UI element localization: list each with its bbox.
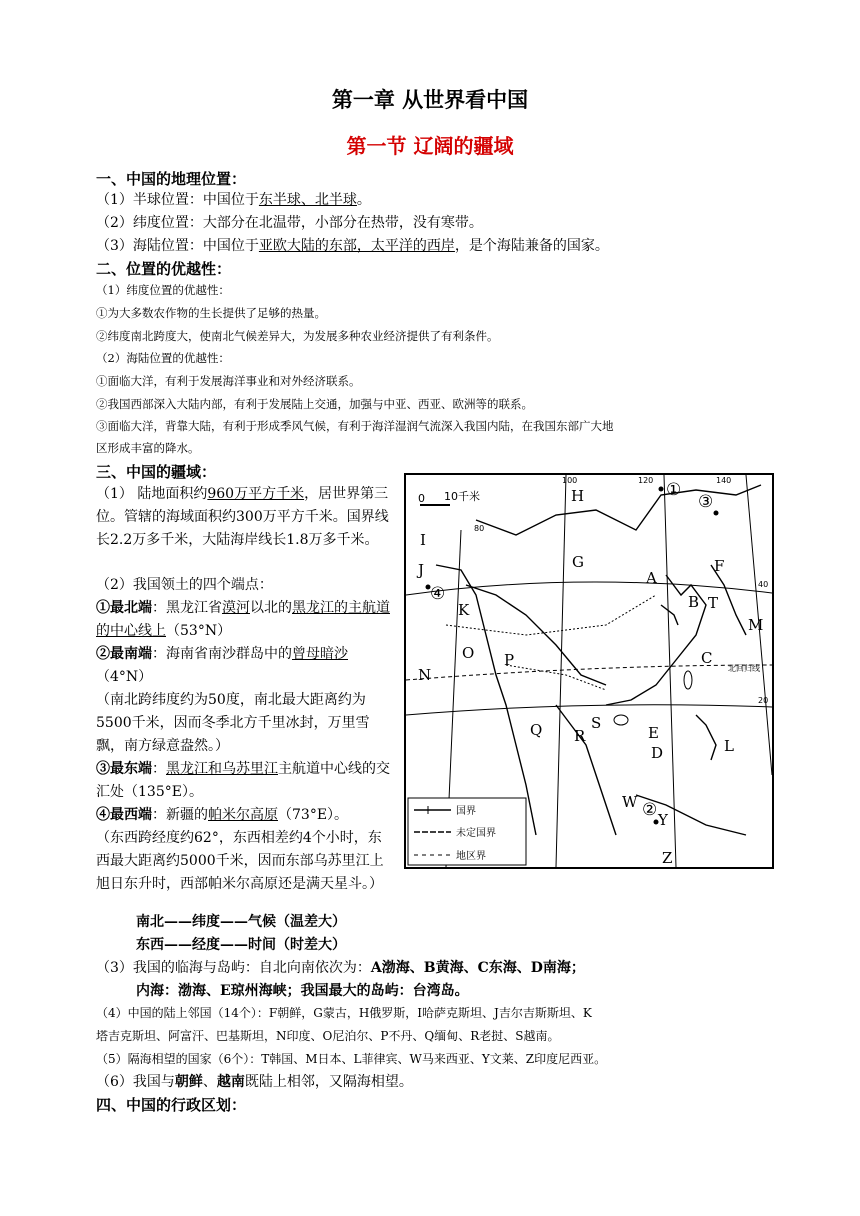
adv-sea-land-3b: 区形成丰富的降水。 — [96, 441, 200, 455]
map-label-s: S — [591, 714, 602, 732]
map-label-p: P — [504, 651, 515, 669]
map-label-o: O — [462, 644, 475, 662]
sea-neighbors-line: （5）隔海相望的国家（6个）：T韩国、M日本、L菲律宾、W马来西亚、Y文莱、Z印度尼西亚。 — [96, 1052, 607, 1066]
seas-line: （3）我国的临海与岛屿：自北向南依次为：A渤海、B黄海、C东海、D南海； — [96, 960, 585, 976]
heading-admin-divisions: 四、中国的行政区划： — [96, 1096, 247, 1114]
map-point-1: ① — [666, 480, 682, 500]
ns-note: （南北跨纬度约为50度，南北最大距离约为5500千米，因而冬季北方千里冰封，万里雪飘，南方绿意盎然。） — [96, 692, 370, 754]
land-neighbors-line-2: 塔吉克斯坦、阿富汗、巴基斯坦，N印度、O尼泊尔、P不丹、Q缅甸、R老挝、S越南。 — [96, 1029, 560, 1043]
adv-latitude-1: ①为大多数农作物的生长提供了足够的热量。 — [96, 306, 326, 320]
map-label-q: Q — [530, 721, 543, 739]
adv-sea-land-2: ②我国西部深入大陆内部，有利于发展陆上交通，加强与中亚、西亚、欧洲等的联系。 — [96, 397, 533, 411]
map-label-n: N — [418, 666, 432, 684]
tropic-label: 北回归线 — [728, 664, 760, 673]
adv-latitude-2: ②纬度南北跨度大，使南北气候差异大，为发展多种农业经济提供了有利条件。 — [96, 329, 499, 343]
map-point-2: ② — [642, 800, 658, 820]
north-extreme: ①最北端：黑龙江省漠河以北的黑龙江的主航道的中心线上（53°N） — [96, 600, 390, 639]
lon-80-label: 80 — [474, 524, 485, 533]
lon-120-label: 120 — [638, 476, 654, 485]
hemisphere-line: （1）半球位置：中国位于东半球、北半球。 — [96, 192, 371, 208]
lat-40-label: 40 — [758, 580, 769, 589]
chapter-title: 第一章 从世界看中国 — [331, 88, 529, 112]
scale-label: 10千米 — [444, 490, 480, 503]
map-point-3: ③ — [698, 492, 714, 512]
map-label-g: G — [572, 553, 584, 571]
area-paragraph: （1） 陆地面积约960万平方千米，居世界第三位。管辖的海域面积约300万平方千米。国界线长2.2万多千米，大陆海岸线长1.8万多千米。 — [96, 486, 389, 548]
ew-note: （东西跨经度约62°，东西相差约4个小时，东西最大距离约5000千米，因而东部乌苏里江上旭日东升时，西部帕米尔高原还是满天星斗。） — [96, 830, 384, 892]
map-label-e: E — [648, 724, 659, 742]
lat-20-label: 20 — [758, 696, 769, 705]
west-extreme: ④最西端：新疆的帕米尔高原（73°E）。 — [96, 807, 349, 823]
map-label-b: B — [688, 593, 700, 611]
map-label-c: C — [701, 649, 713, 667]
map-label-k: K — [458, 601, 470, 619]
map-label-m: M — [748, 616, 764, 634]
map-label-z: Z — [662, 849, 673, 867]
heading-territory: 三、中国的疆域： — [96, 463, 217, 481]
china-map — [404, 473, 774, 869]
map-label-d: D — [651, 744, 664, 762]
map-label-t: T — [708, 594, 719, 612]
map-label-j: J — [418, 561, 425, 579]
lon-140-label: 140 — [716, 476, 732, 485]
map-label-f: F — [714, 557, 725, 575]
four-extremes-title: （2）我国领土的四个端点： — [96, 577, 273, 593]
adv-sea-land-3a: ③面临大洋，背靠大陆，有利于形成季风气候，有利于海洋湿润气流深入我国内陆，在我国东部广大地 — [96, 419, 614, 433]
map-label-r: R — [574, 727, 586, 745]
summary-ew: 东西——经度——时间（时差大） — [136, 937, 346, 953]
map-label-l: L — [724, 737, 734, 755]
legend-region: 地区界 — [456, 851, 486, 862]
map-label-h: H — [571, 487, 585, 505]
map-drawing — [406, 475, 772, 867]
lon-100-label: 100 — [562, 476, 578, 485]
scale-zero: 0 — [418, 492, 425, 505]
adv-sea-land: （2）海陆位置的优越性： — [96, 351, 230, 365]
sea-land-line: （3）海陆位置：中国位于亚欧大陆的东部，太平洋的西岸，是个海陆兼备的国家。 — [96, 238, 609, 254]
inland-seas-line: 内海：渤海、E琼州海峡；我国最大的岛屿：台湾岛。 — [136, 983, 469, 999]
latitude-line: （2）纬度位置：大部分在北温带，小部分在热带，没有寒带。 — [96, 215, 483, 231]
map-label-y: Y — [658, 811, 668, 829]
heading-advantages: 二、位置的优越性： — [96, 260, 232, 278]
adv-latitude: （1）纬度位置的优越性： — [96, 283, 230, 297]
section-title: 第一节 辽阔的疆域 — [346, 134, 514, 158]
heading-geo-position: 一、中国的地理位置： — [96, 170, 247, 188]
both-neighbors-line: （6）我国与朝鲜、越南既陆上相邻，又隔海相望。 — [96, 1074, 413, 1090]
map-label-a: A — [646, 569, 657, 587]
adv-sea-land-1: ①面临大洋，有利于发展海洋事业和对外经济联系。 — [96, 374, 361, 388]
land-neighbors-line: （4）中国的陆上邻国（14个）：F朝鲜，G蒙古，H俄罗斯，I哈萨克斯坦、J吉尔吉斯斯坦、K — [96, 1006, 592, 1020]
legend-border: 国界 — [456, 806, 476, 817]
map-point-4: ④ — [430, 584, 446, 604]
south-extreme: ②最南端：海南省南沙群岛中的曾母暗沙（4°N） — [96, 646, 348, 685]
summary-ns: 南北——纬度——气候（温差大） — [136, 914, 346, 930]
map-label-i: I — [420, 531, 426, 549]
legend-undetermined: 未定国界 — [456, 828, 496, 839]
map-label-w: W — [622, 793, 638, 811]
east-extreme: ③最东端：黑龙江和乌苏里江主航道中心线的交汇处（135°E）。 — [96, 761, 390, 800]
